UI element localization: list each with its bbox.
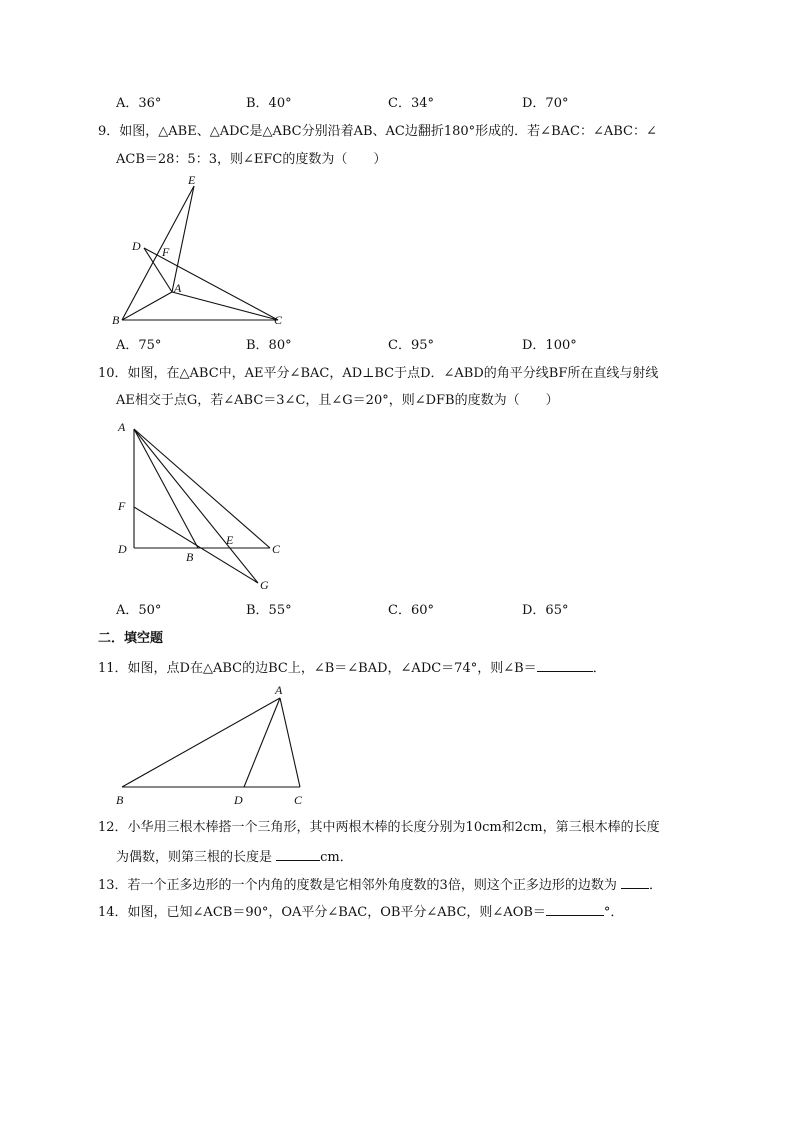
q9-label-e: E (188, 173, 196, 187)
q12-text-before: 为偶数，则第三根的长度是 (116, 850, 273, 865)
q13-text-after: ． (648, 878, 662, 893)
q11-label-b: B (116, 793, 124, 807)
q14-text-after: °． (603, 905, 624, 920)
q10-option-b[interactable]: B．55° (246, 603, 292, 618)
q10-figure (110, 415, 300, 595)
q9-option-c[interactable]: C．95° (388, 338, 434, 353)
q8-option-b[interactable]: B．40° (246, 96, 292, 111)
q9-label-f: F (162, 245, 170, 259)
q9-label-b: B (112, 313, 120, 327)
q10-segment-ac (134, 429, 270, 548)
q14-answer-blank[interactable] (546, 903, 604, 916)
q10-label-g: G (260, 578, 269, 592)
q11-label-a: A (275, 683, 283, 697)
q13-answer-blank[interactable] (621, 876, 649, 889)
q14-text-before: 14．如图，已知∠ACB＝90°，OA平分∠BAC，OB平分∠ABC，则∠AOB＝ (98, 905, 546, 920)
q10-option-c[interactable]: C．60° (388, 603, 434, 618)
q12-stem-line2 (116, 848, 353, 866)
q11-text-before: 11．如图，点D在△ABC的边BC上，∠B＝∠BAD，∠ADC＝74°，则∠B＝ (98, 661, 537, 676)
q9-figure (108, 172, 308, 332)
question-14 (98, 903, 623, 921)
q10-label-a: A (118, 420, 126, 434)
q11-segment-ac (280, 698, 300, 787)
q10-label-c: C (272, 542, 281, 556)
q11-label-c: C (294, 793, 303, 807)
q9-segment-ac (172, 292, 278, 320)
q11-answer-blank[interactable] (537, 659, 593, 672)
q11-segment-ba (122, 698, 280, 787)
q10-line-fg (134, 507, 258, 583)
q9-segment-ae (172, 186, 194, 292)
q8-option-c[interactable]: C．34° (388, 96, 434, 111)
q11-text-after: ． (592, 661, 606, 676)
q9-option-d[interactable]: D．100° (522, 338, 577, 353)
q11-stem (98, 659, 606, 677)
q10-option-d[interactable]: D．65° (522, 603, 569, 618)
q10-option-a[interactable]: A．50° (116, 603, 162, 618)
q9-label-c: C (274, 313, 283, 327)
q10-stem-line1: 10．如图，在△ABC中，AE平分∠BAC，AD⊥BC于点D．∠ABD的角平分线BF所在直线与射线 (98, 366, 659, 381)
q12-stem-line1: 12．小华用三根木棒搭一个三角形，其中两根木棒的长度分别为10cm和2cm，第三根木棒的长度 (98, 820, 660, 835)
q10-stem-line2: AE相交于点G，若∠ABC＝3∠C，且∠G＝20°，则∠DFB的度数为（ ） (116, 393, 559, 408)
q9-label-a: A (174, 281, 182, 295)
q9-option-a[interactable]: A．75° (116, 338, 162, 353)
q10-label-b: B (186, 550, 194, 564)
q11-figure (110, 682, 320, 812)
q11-label-d: D (234, 793, 243, 807)
q10-ray-ag (134, 429, 258, 583)
q10-label-f: F (118, 499, 126, 513)
q9-stem-line2: ACB＝28：5：3，则∠EFC的度数为（ ） (116, 152, 387, 167)
q8-option-d[interactable]: D．70° (522, 96, 569, 111)
q12-text-after: cm． (320, 850, 353, 865)
q10-segment-ab (134, 429, 198, 548)
q9-label-d: D (132, 239, 141, 253)
q11-segment-ad (244, 698, 280, 787)
q9-option-b[interactable]: B．80° (246, 338, 292, 353)
q9-stem-line1: 9．如图，△ABE、△ADC是△ABC分别沿着AB、AC边翻折180°形成的．若∠BAC：∠ABC：∠ (98, 124, 657, 139)
q12-answer-blank[interactable] (276, 848, 320, 861)
q13-text-before: 13．若一个正多边形的一个内角的度数是它相邻外角度数的3倍，则这个正多边形的边数为 (98, 878, 617, 893)
q10-label-e: E (226, 533, 234, 547)
section-title-fill-in: 二．填空题 (98, 631, 164, 646)
question-13 (98, 876, 662, 894)
q10-label-d: D (118, 542, 127, 556)
q8-option-a[interactable]: A．36° (116, 96, 162, 111)
